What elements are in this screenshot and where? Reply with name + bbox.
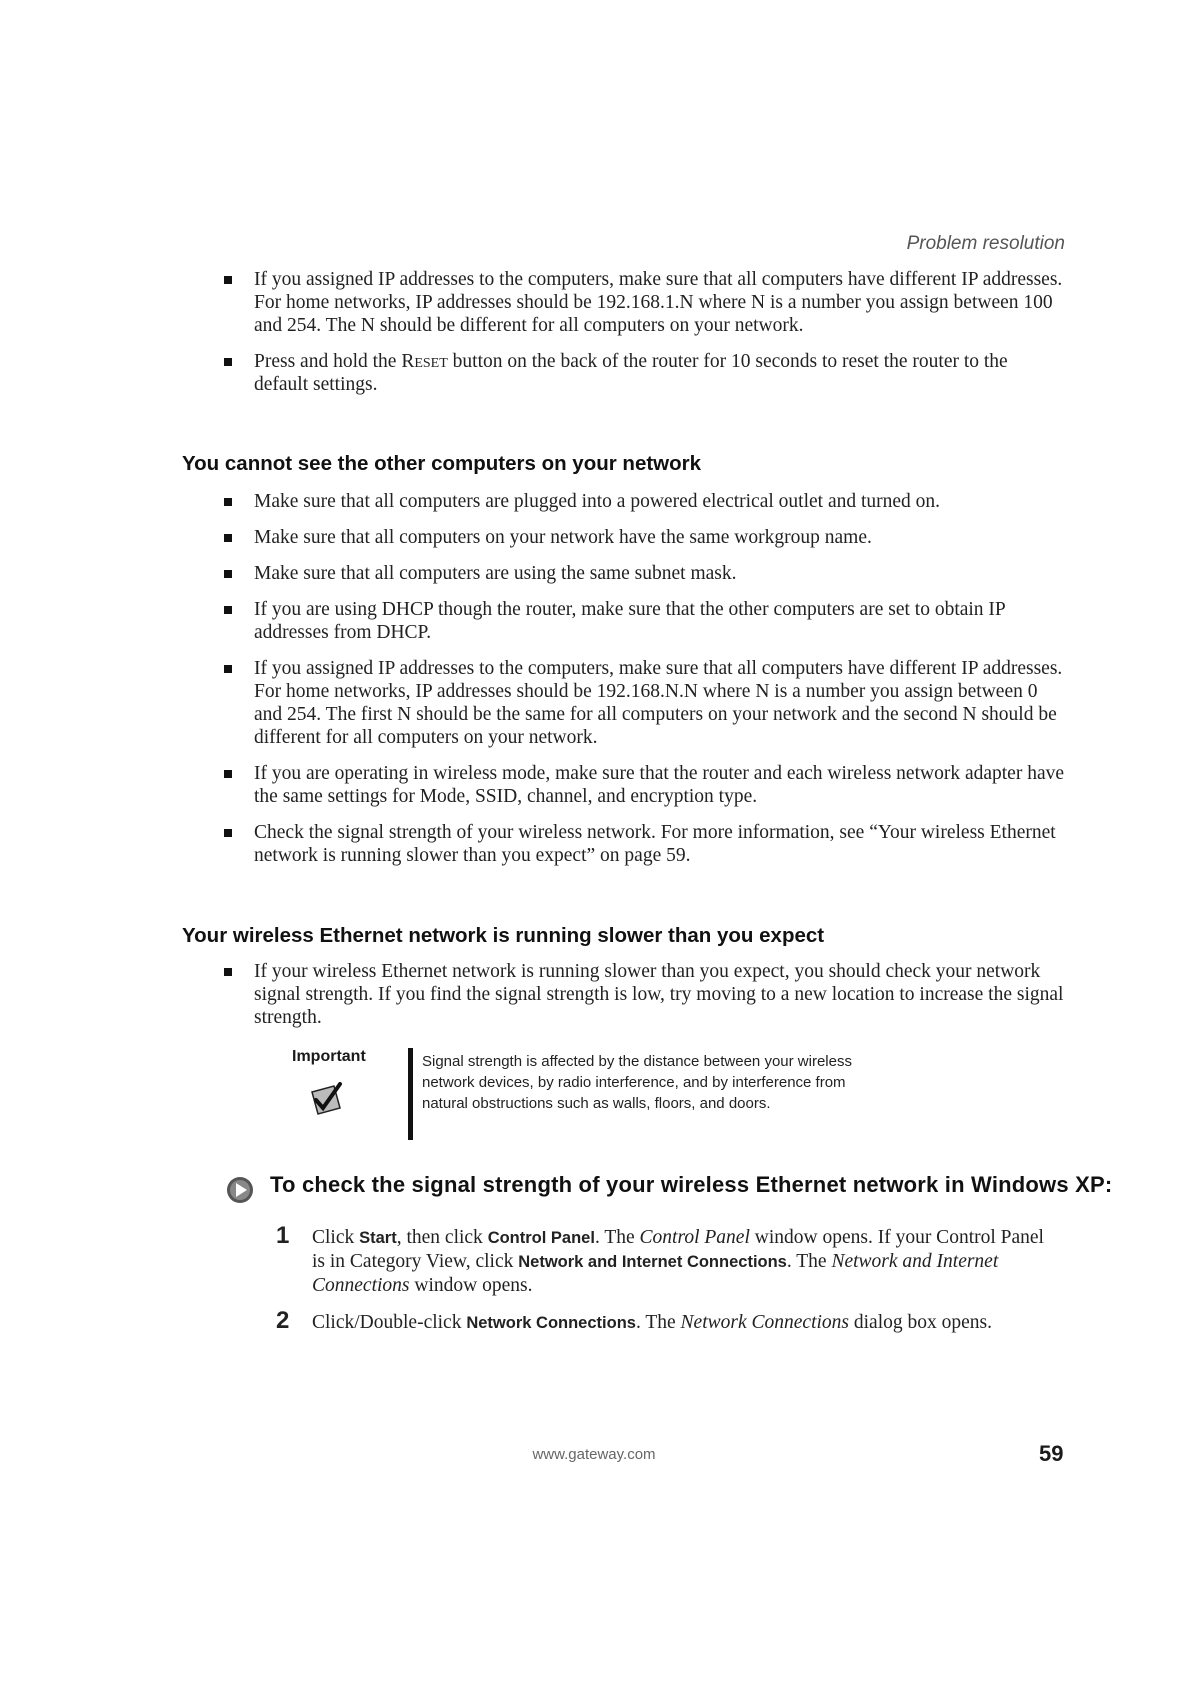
- step-text: , then click: [396, 1227, 488, 1248]
- bullet-square-icon: [224, 358, 232, 366]
- bullet-square-icon: [224, 276, 232, 284]
- list-item: Press and hold the Reset button on the back of the router for 10 seconds to reset the router to the default settings.: [224, 350, 1064, 396]
- bullet-square-icon: [224, 665, 232, 673]
- footer-url: www.gateway.com: [532, 1446, 656, 1463]
- ui-term: Network Connections: [466, 1314, 636, 1332]
- bullet-square-icon: [224, 968, 232, 976]
- checkmark-note-icon: [306, 1078, 346, 1118]
- list-item: If you assigned IP addresses to the computers, make sure that all computers have different IP addresses. For home networks, IP addresses should be 192.168.1.N where N is a number you assign between 100 and 254. The N should be different for all computers on your network.: [224, 268, 1064, 337]
- note-label: Important: [292, 1048, 366, 1065]
- procedure-step: [276, 1307, 1056, 1335]
- section2-bullet-list: [224, 960, 1064, 1042]
- list-item: Make sure that all computers are using the same subnet mask.: [224, 562, 1064, 585]
- bullet-square-icon: [224, 498, 232, 506]
- list-item: Make sure that all computers are plugged into a powered electrical outlet and turned on.: [224, 490, 1064, 513]
- ui-term: Network and Internet Connections: [518, 1253, 787, 1271]
- step-number: 1: [276, 1222, 290, 1249]
- list-item: If you are using DHCP though the router, make sure that the other computers are set to obtain IP addresses from DHCP.: [224, 598, 1064, 644]
- procedure-steps: [276, 1222, 1056, 1349]
- section-heading-cannot-see: You cannot see the other computers on your network: [182, 452, 702, 475]
- list-item: Make sure that all computers on your network have the same workgroup name.: [224, 526, 1064, 549]
- step-text: . The: [786, 1251, 832, 1272]
- list-item: If your wireless Ethernet network is running slower than you expect, you should check your network signal strength. If you find the signal strength is low, try moving to a new location to increase the signal strength.: [224, 960, 1064, 1029]
- bullet-square-icon: [224, 606, 232, 614]
- procedure-heading: [226, 1172, 1113, 1212]
- ui-term: Start: [359, 1229, 397, 1247]
- list-item: If you assigned IP addresses to the computers, make sure that all computers have different IP addresses. For home networks, IP addresses should be 192.168.N.N where N is a number you assign between 0 and 254. The first N should be the same for all computers on your network and the second N should be different for all computers on your network.: [224, 657, 1064, 749]
- step-number: 2: [276, 1307, 290, 1334]
- section-heading-slower: Your wireless Ethernet network is running slower than you expect: [182, 924, 825, 947]
- step-text: . The: [594, 1227, 640, 1248]
- procedure-title: To check the signal strength of your wireless Ethernet network in Windows XP:: [270, 1172, 1113, 1197]
- important-note: [286, 1048, 906, 1140]
- section1-bullet-list: [224, 490, 1064, 880]
- note-divider: [408, 1048, 413, 1140]
- note-text: Signal strength is affected by the distance between your wireless network devices, by radio interference, and by interference from natural obstructions such as walls, floors, and doors.: [422, 1053, 852, 1112]
- arrow-bullet-icon: [226, 1176, 254, 1204]
- page-number: 59: [1039, 1441, 1064, 1466]
- ui-term: Control Panel: [487, 1229, 595, 1247]
- top-bullet-list: [224, 268, 1064, 409]
- running-head: Problem resolution: [906, 233, 1065, 254]
- bullet-square-icon: [224, 534, 232, 542]
- step-text: window opens.: [409, 1275, 533, 1296]
- window-name: Control Panel: [639, 1227, 750, 1248]
- list-item: If you are operating in wireless mode, make sure that the router and each wireless network adapter have the same settings for Mode, SSID, channel, and encryption type.: [224, 762, 1064, 808]
- step-text: dialog box opens.: [849, 1312, 992, 1333]
- step-text: . The: [635, 1312, 681, 1333]
- bullet-square-icon: [224, 570, 232, 578]
- window-name: Network Connections: [680, 1312, 849, 1333]
- list-item: Check the signal strength of your wireless network. For more information, see “Your wireless Ethernet network is running slower than you expect” on page 59.: [224, 821, 1064, 867]
- step-text: Click/Double-click: [312, 1312, 467, 1333]
- procedure-step: [276, 1222, 1056, 1297]
- bullet-square-icon: [224, 829, 232, 837]
- reset-button-label: Reset: [401, 351, 448, 372]
- bullet-square-icon: [224, 770, 232, 778]
- step-text: window opens. If your Control Panel is in Category View, click: [312, 1227, 1044, 1272]
- step-text: Click: [312, 1227, 360, 1248]
- window-name: Network and Internet Connections: [312, 1251, 999, 1296]
